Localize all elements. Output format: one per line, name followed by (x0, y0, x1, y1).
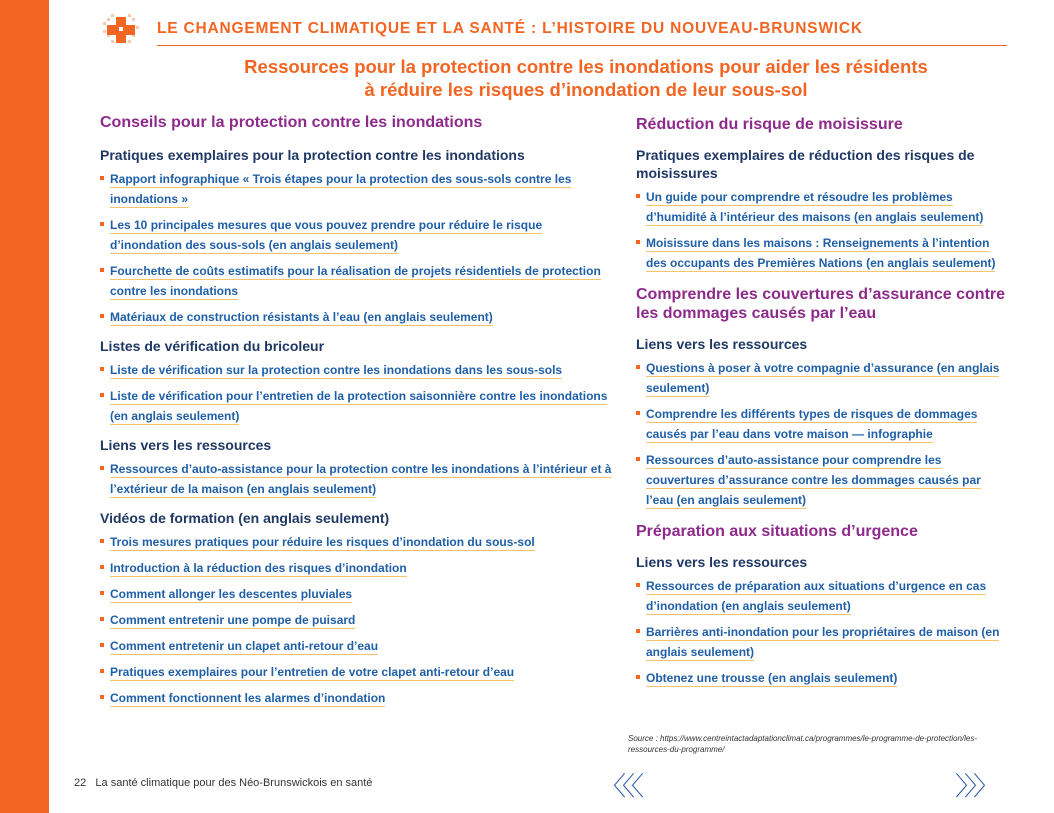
list-item[interactable] (100, 610, 615, 630)
list-item[interactable] (636, 668, 1011, 688)
resource-link[interactable]: Comprendre les différents types de risques de dommages causés par l’eau dans votre maison — infographie (646, 407, 978, 441)
video-link[interactable]: Comment entretenir une pompe de puisard (110, 613, 356, 627)
resource-link[interactable]: Ressources d’auto-assistance pour la protection contre les inondations à l’intérieur et à l’extérieur de la maison (en anglais seulement) (110, 462, 612, 496)
list-item[interactable] (636, 358, 1011, 398)
bullet-icon (636, 411, 640, 415)
resource-link[interactable]: Matériaux de construction résistants à l’eau (en anglais seulement) (110, 310, 493, 324)
list-item[interactable] (100, 532, 615, 552)
link-list-resources (100, 459, 615, 499)
list-item[interactable] (100, 636, 615, 656)
list-item[interactable] (636, 622, 1011, 662)
list-item[interactable] (100, 558, 615, 578)
bullet-icon (636, 629, 640, 633)
resource-link[interactable]: Ressources d’auto-assistance pour comprendre les couvertures d’assurance contre les dommages causés par l’eau (en anglais seulement) (646, 453, 981, 507)
list-item[interactable] (100, 662, 615, 682)
header-divider (157, 45, 1007, 46)
bullet-icon (100, 222, 104, 226)
resource-link[interactable]: Ressources de préparation aux situations d’urgence en cas d’inondation (en anglais seulement) (646, 579, 987, 613)
resource-link[interactable]: Liste de vérification pour l’entretien de la protection saisonnière contre les inondations (en anglais seulement) (110, 389, 608, 423)
resource-link[interactable]: Moisissure dans les maisons : Renseignements à l’intention des occupants des Premières Nations (en anglais seulement) (646, 236, 996, 270)
list-item[interactable] (100, 169, 615, 209)
bullet-icon (100, 367, 104, 371)
footer (74, 777, 372, 789)
bullet-icon (100, 565, 104, 569)
list-item[interactable] (100, 261, 615, 301)
resource-link[interactable]: Barrières anti-inondation pour les propriétaires de maison (en anglais seulement) (646, 625, 1000, 659)
video-link[interactable]: Introduction à la réduction des risques d’inondation (110, 561, 407, 575)
section-heading-insurance: Comprendre les couvertures d’assurance contre les dommages causés par l’eau (636, 286, 1006, 322)
list-item[interactable] (636, 404, 1011, 444)
resource-link[interactable]: Fourchette de coûts estimatifs pour la réalisation de projets résidentiels de protection contre les inondations (110, 264, 601, 298)
bullet-icon (100, 643, 104, 647)
video-link[interactable]: Comment entretenir un clapet anti-retour d’eau (110, 639, 379, 653)
section-heading-mold: Réduction du risque de moisissure (636, 116, 903, 133)
bullet-icon (636, 675, 640, 679)
link-list-videos (100, 532, 615, 708)
section-heading-emergency: Préparation aux situations d’urgence (636, 523, 918, 540)
bullet-icon (636, 240, 640, 244)
previous-page-chevrons-icon[interactable]: 〈〈〈 (600, 772, 641, 802)
bullet-icon (100, 314, 104, 318)
resource-link[interactable]: Obtenez une trousse (en anglais seulement) (646, 671, 898, 685)
next-page-chevrons-icon[interactable]: 〉〉〉 (955, 772, 996, 802)
video-link[interactable]: Comment allonger les descentes pluviales (110, 587, 353, 601)
subheading-resource-links: Liens vers les ressources (100, 437, 272, 453)
list-item[interactable] (636, 576, 1011, 616)
bullet-icon (100, 466, 104, 470)
list-item[interactable] (100, 307, 615, 327)
resource-link[interactable]: Liste de vérification sur la protection contre les inondations dans les sous-sols (110, 363, 563, 377)
list-item[interactable] (100, 584, 615, 604)
bullet-icon (100, 539, 104, 543)
resource-link[interactable]: Rapport infographique « Trois étapes pour la protection des sous-sols contre les inondations » (110, 172, 572, 206)
list-item[interactable] (100, 360, 615, 380)
bullet-icon (100, 268, 104, 272)
bullet-icon (100, 695, 104, 699)
page-title (180, 55, 992, 101)
resource-link[interactable]: Les 10 principales mesures que vous pouvez prendre pour réduire le risque d’inondation des sous-sols (en anglais seulement) (110, 218, 543, 252)
subheading-mold-practices: Pratiques exemplaires de réduction des risques de moisissures (636, 147, 975, 181)
right-column (636, 115, 1011, 694)
list-item[interactable] (636, 450, 1011, 510)
subheading-insurance-links: Liens vers les ressources (636, 336, 808, 352)
subheading-best-practices: Pratiques exemplaires pour la protection contre les inondations (100, 147, 525, 163)
link-list-best-practices (100, 169, 615, 327)
bullet-icon (636, 365, 640, 369)
subheading-emergency-links: Liens vers les ressources (636, 554, 808, 570)
link-list-diy-checklists (100, 360, 615, 426)
subheading-training-videos: Vidéos de formation (en anglais seulement) (100, 510, 390, 526)
list-item[interactable] (100, 386, 615, 426)
section-heading-flood-tips: Conseils pour la protection contre les inondations (100, 114, 483, 131)
list-item[interactable] (100, 688, 615, 708)
header-title: LE CHANGEMENT CLIMATIQUE ET LA SANTÉ : L’HISTOIRE DU NOUVEAU-BRUNSWICK (157, 20, 863, 37)
resource-link[interactable]: Questions à poser à votre compagnie d’assurance (en anglais seulement) (646, 361, 1000, 395)
video-link[interactable]: Trois mesures pratiques pour réduire les risques d’inondation du sous-sol (110, 535, 535, 549)
video-link[interactable]: Pratiques exemplaires pour l’entretien de votre clapet anti-retour d’eau (110, 665, 515, 679)
list-item[interactable] (636, 187, 1011, 227)
bullet-icon (636, 457, 640, 461)
medical-cross-logo-icon (103, 14, 139, 44)
page-title-line-2: à réduire les risques d’inondation de leur sous-sol (364, 79, 808, 100)
link-list-emergency (636, 576, 1011, 688)
link-list-mold (636, 187, 1011, 273)
bullet-icon (100, 669, 104, 673)
bullet-icon (100, 591, 104, 595)
bullet-icon (100, 176, 104, 180)
left-column (100, 113, 615, 714)
page-title-line-1: Ressources pour la protection contre les inondations pour aider les résidents (244, 56, 928, 77)
footer-publication-title: La santé climatique pour des Néo-Brunswickois en santé (95, 777, 373, 789)
page-number: 22 (74, 777, 87, 789)
list-item[interactable] (100, 215, 615, 255)
resource-link[interactable]: Un guide pour comprendre et résoudre les problèmes d’humidité à l’intérieur des maisons (en anglais seulement) (646, 190, 984, 224)
bullet-icon (636, 194, 640, 198)
link-list-insurance (636, 358, 1011, 510)
subheading-diy-checklists: Listes de vérification du bricoleur (100, 338, 325, 354)
list-item[interactable] (100, 459, 615, 499)
bullet-icon (636, 583, 640, 587)
bullet-icon (100, 617, 104, 621)
source-citation: Source : https://www.centreintactadaptationclimat.ca/programmes/le-programme-de-protection/les-ressources-du-programme/ (628, 734, 978, 754)
list-item[interactable] (636, 233, 1011, 273)
video-link[interactable]: Comment fonctionnent les alarmes d’inondation (110, 691, 386, 705)
bullet-icon (100, 393, 104, 397)
left-accent-bar (0, 0, 49, 813)
